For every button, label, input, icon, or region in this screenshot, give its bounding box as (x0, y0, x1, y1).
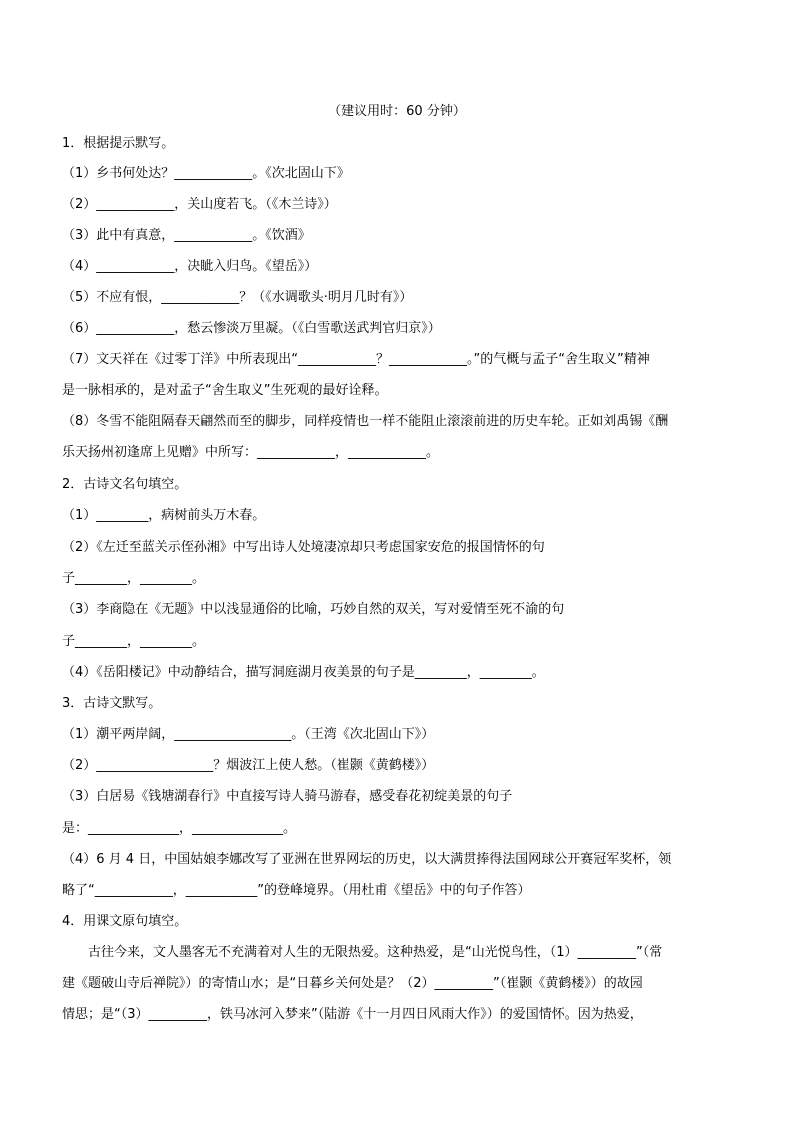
question-line: 子________，________。 (62, 571, 206, 586)
question-line: （2）____________，关山度若飞。（《木兰诗》） (62, 197, 337, 212)
question-line: （3）此中有真意，____________。《饮酒》 (62, 228, 311, 243)
question-line: （4）6 月 4 日，中国姑娘李娜改写了亚洲在世界网坛的历史，以大满贯捧得法国网球公开赛冠军奖杯，领 (62, 852, 672, 867)
question-line: 是：______________，______________。 (62, 821, 297, 836)
section-heading-3: 3．古诗文默写。 (62, 696, 162, 711)
question-line: （8）冬雪不能阻隔春天翩然而至的脚步，同样疫情也一样不能阻止滚滚前进的历史车轮。正如刘禹锡《酬 (62, 414, 669, 429)
question-line: 子________，________。 (62, 634, 206, 649)
paragraph-line: 古往今来，文人墨客无不充满着对人生的无限热爱。这种热爱，是“山光悦鸟性，（1）_________”（常 (88, 945, 663, 960)
question-line: （5）不应有恨，____________？（《水调歌头·明月几时有》） (62, 290, 413, 305)
question-line: （3）白居易《钱塘湖春行》中直接写诗人骑马游春，感受春花初绽美景的句子 (62, 789, 513, 804)
question-line: （1）乡书何处达？____________。《次北固山下》 (62, 166, 350, 181)
section-heading-2: 2．古诗文名句填空。 (62, 477, 188, 492)
question-line: （4）____________，决眦入归鸟。《望岳》） (62, 259, 318, 274)
question-line: （3）李商隐在《无题》中以浅显通俗的比喻，巧妙自然的双关，写对爱情至死不渝的句 (62, 602, 565, 617)
question-line: 略了“____________，___________”的登峰境界。（用杜甫《望岳》中的句子作答） (62, 883, 531, 898)
question-line: （7）文天祥在《过零丁洋》中所表现出“____________？____________。”的气概与孟子“舍生取义”精神 (62, 352, 650, 367)
question-line: （1）潮平两岸阔，__________________。（王湾《次北固山下》） (62, 727, 435, 742)
paragraph-line: 建《题破山寺后禅院》）的寄情山水；是“日暮乡关何处是？（2）_________”（崔颢《黄鹤楼》）的故园 (62, 976, 643, 991)
question-line: 是一脉相承的，是对孟子“舍生取义”生死观的最好诠释。 (62, 383, 388, 398)
question-line: 乐天扬州初逢席上见赠》中所写：____________，____________。 (62, 445, 440, 460)
question-line: （4）《岳阳楼记》中动静结合，描写洞庭湖月夜美景的句子是________，________。 (62, 665, 545, 680)
question-line: （1）________，病树前头万木春。 (62, 508, 266, 523)
paragraph-line: 情思；是“（3）_________，铁马冰河入梦来”（陆游《十一月四日风雨大作》）的爱国情怀。因为热爱， (62, 1007, 643, 1022)
section-heading-4: 4．用课文原句填空。 (62, 914, 188, 929)
question-line: （2）__________________？烟波江上使人愁。（崔颢《黄鹤楼》） (62, 758, 435, 773)
section-heading-1: 1．根据提示默写。 (62, 136, 175, 151)
question-line: （6）____________，愁云惨淡万里凝。（《白雪歌送武判官归京》） (62, 321, 441, 336)
page-title: （建议用时：60 分钟） (328, 104, 466, 119)
question-line: （2）《左迁至蓝关示侄孙湘》中写出诗人处境凄凉却只考虑国家安危的报国情怀的句 (62, 540, 545, 555)
